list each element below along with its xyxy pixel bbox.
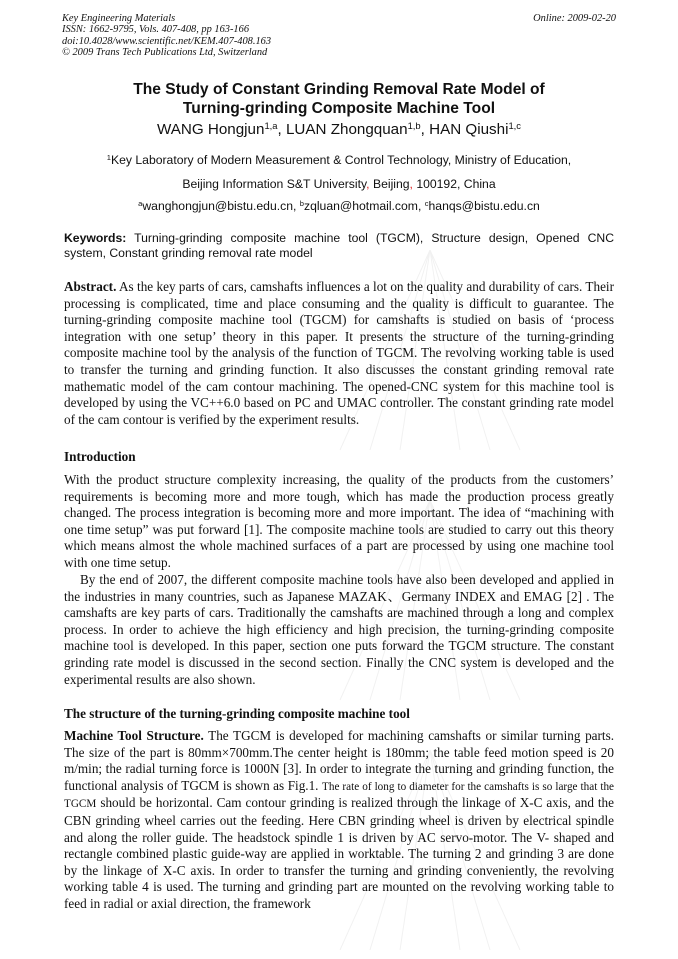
title-line-1: The Study of Constant Grinding Removal Rate Model of xyxy=(133,81,545,98)
email-link[interactable]: hanqs@bistu.edu.cn xyxy=(428,199,540,213)
journal-name: Key Engineering Materials xyxy=(62,13,176,24)
affiliation-superscript: 1 xyxy=(106,152,111,162)
affiliation-postcode: 100192, China xyxy=(412,177,496,191)
structure-paragraph xyxy=(64,728,614,913)
author-superscript: 1,a xyxy=(264,119,278,131)
run-in-heading: Machine Tool Structure. xyxy=(64,728,204,743)
journal-info xyxy=(62,13,271,59)
author-superscript: 1,b xyxy=(407,119,421,131)
author-name: HAN Qiushi xyxy=(429,121,509,138)
email-list xyxy=(0,195,678,219)
introduction-paragraph-2: By the end of 2007, the different composite machine tools have also been developed and applied in the industries in many countries, such as Japanese MAZAK、Germany INDEX and EMAG [2] . The camshafts are key parts of cars. Traditionally the camshafts are machined through a long and complex process. In order to achieve the high efficiency and high precision, the turning-grinding composite machine tool is developed. In this paper, section one puts forward the TGCM structure. The constant grinding rate model is discussed in the second section. Finally the CNC system is developed and the experimental results are also shown. xyxy=(64,572,614,687)
abstract-label: Abstract. xyxy=(64,279,117,294)
email-link[interactable]: zqluan@hotmail.com xyxy=(303,199,418,213)
keywords-text: Turning-grinding composite machine tool (TGCM), Structure design, Opened CNC system, Constant grinding removal rate model xyxy=(64,231,615,260)
keywords-label: Keywords: xyxy=(64,231,127,245)
affiliation-university: Beijing Information S&T University xyxy=(182,177,367,191)
comma-mark: , xyxy=(366,177,370,191)
abstract-text: As the key parts of cars, camshafts influences a lot on the quality and durability of cars. Their processing is complicated, time and place consuming and the quality is difficult to guarantee. The turning-grinding composite machine tool (TGCM) for camshafts is studied on basis of ‘process integration with one setup’ theory in this paper. It presents the structure of the turning-grinding composite machine tool by the analysis of the function of TGCM. The revolving working table is used to transfer the turning and grinding function. It also discusses the constant grinding removal rate mathematic model of the cam contour machining. The opened-CNC system for this machine tool is developed by using the VC++6.0 based on PC and UMAC controller. The constant grinding rate model of the cam contour is verified by the experiment results. xyxy=(64,279,614,427)
author-separator: , xyxy=(277,121,286,138)
affiliation-line-2 xyxy=(0,173,678,195)
keywords-block xyxy=(64,231,614,261)
copyright-line: © 2009 Trans Tech Publications Ltd, Switzerland xyxy=(62,47,268,59)
affiliation-lab: Key Laboratory of Modern Measurement & Control Technology, Ministry of Education, xyxy=(111,153,572,167)
structure-text-part-2: should be horizontal. Cam contour grinding is realized through the linkage of X-C axis, and the CBN grinding wheel carries out the feeding. Here CBN grinding wheel is driven by electrical spindle and along the roller guide. The headstock spindle 1 is driven by AC servo-motor. The V- shaped and rectangle combined plastic guide-way are applied in worktable. The turning 2 and grinding 3 are done by the linkage of X-C axis. In order to transfer the turning and grinding conveniently, the revolving working table 4 is used. The turning and grinding part are mounted on the revolving working table to feed in radial or axial direction, the framework xyxy=(64,795,615,911)
email-superscript: a xyxy=(138,198,143,208)
author-superscript: 1,c xyxy=(508,119,522,131)
author-name: LUAN Zhongquan xyxy=(285,121,408,138)
email-superscript: c xyxy=(424,198,429,208)
paper-title xyxy=(0,80,678,118)
author-separator: , xyxy=(420,121,430,138)
affiliation-line-1 xyxy=(0,149,678,173)
email-superscript: b xyxy=(299,198,304,208)
online-date: Online: 2009-02-20 xyxy=(533,13,616,24)
author-list xyxy=(0,121,678,140)
structure-text-small: The rate of long to diameter for the camshafts is so large that the TGCM xyxy=(64,780,615,811)
section-heading-structure: The structure of the turning-grinding composite machine tool xyxy=(64,706,410,721)
email-separator: , xyxy=(417,199,425,213)
affiliation-city: Beijing xyxy=(369,177,410,191)
affiliation-block xyxy=(0,149,678,219)
abstract-paragraph xyxy=(64,279,614,428)
email-separator: , xyxy=(292,199,300,213)
comma-mark: , xyxy=(409,177,413,191)
structure-text-part-1: The TGCM is developed for machining camshafts or similar turning parts. The size of the part is 80mm×700mm.The center height is 180mm; the table feed motion speed is 20 m/min; the radial turning force is 1000N [3]. In order to integrate the turning and grinding function, the functional analysis of TGCM is shown as Fig.1. xyxy=(64,728,614,793)
doi-line: doi:10.4028/www.scientific.net/KEM.407-408.163 xyxy=(62,35,272,47)
introduction-paragraph-1: With the product structure complexity increasing, the quality of the products from the customers’ requirements is becoming more and more tough, which has made the production process greatly changed. The process integration is becoming more and more important. The idea of “machining with one time setup” was put forward [1]. The composite machine tools are studied to carry out this theory which means almost the whole machined surfaces of a part are processed by using one machine tool with one time setup. xyxy=(64,472,614,570)
section-heading-introduction: Introduction xyxy=(64,449,136,464)
author-name: WANG Hongjun xyxy=(156,121,265,138)
email-link[interactable]: wanghongjun@bistu.edu.cn xyxy=(142,199,293,213)
title-line-2: Turning-grinding Composite Machine Tool xyxy=(182,100,496,117)
issn-line: ISSN: 1662-9795, Vols. 407-408, pp 163-166 xyxy=(62,24,250,36)
